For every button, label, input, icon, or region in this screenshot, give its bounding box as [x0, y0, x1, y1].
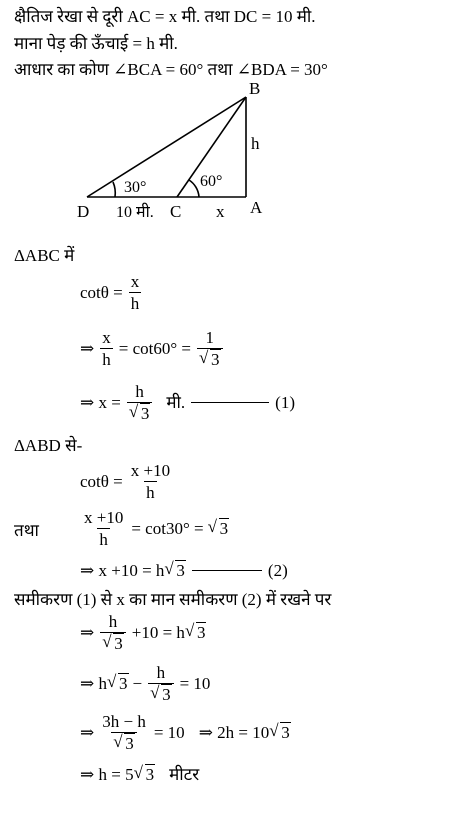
abc-eq1-lhs: cotθ = [80, 283, 123, 302]
s3-rest: = 10 [153, 723, 185, 742]
abc-eq2-rnum: 1 [205, 328, 214, 347]
arc-30 [113, 182, 115, 197]
arc-60 [189, 180, 199, 197]
label-x: x [216, 202, 225, 221]
s3-arrow: ⇒ [80, 723, 95, 742]
intro-line-2: माना पेड़ की ऊँचाई = h मी. [14, 34, 178, 53]
abd-eq3-rad: 3 [176, 561, 185, 580]
s3-fraction [100, 713, 148, 752]
abd-eq2-mid: = cot30° = [131, 519, 204, 538]
label-a: A [250, 198, 263, 217]
s3-second: ⇒ 2h = 10 [198, 723, 270, 742]
abd-eq1-fraction [129, 462, 172, 501]
abc-eq2-rden: 3 [211, 350, 220, 369]
s1-sqrt [102, 635, 124, 652]
abd-eq3-sqrt [164, 562, 186, 579]
abc-eq2-mid: = cot60° = [118, 339, 191, 358]
abc-eq2-den: h [102, 350, 111, 369]
s1-rad: 3 [196, 623, 206, 642]
s3-rad: 3 [281, 723, 290, 742]
s1-fraction [100, 613, 126, 652]
abd-eq2-fraction [82, 509, 125, 548]
s1-den: 3 [114, 634, 123, 653]
abc-eq2-num: x [102, 328, 111, 347]
label-c: C [170, 202, 182, 221]
label-b: B [249, 79, 261, 98]
s1-sqrt-r [185, 624, 207, 641]
step-2 [80, 664, 210, 703]
abc-eq3-unit: मी. [166, 393, 186, 412]
abc-eq2-fraction [100, 329, 113, 368]
s3-sqrt-r [269, 724, 291, 741]
abc-eq3-lhs: ⇒ x = [80, 393, 121, 412]
abc-eq3-num: h [135, 382, 144, 401]
step-1 [80, 613, 206, 652]
abc-eq3-den: 3 [140, 404, 150, 423]
s4-unit: मीटर [169, 765, 200, 784]
label-d: D [77, 202, 90, 221]
abc-eq3-sqrt [129, 405, 151, 422]
abc-eq3-fraction [127, 383, 153, 422]
abd-eq2-den: h [99, 530, 108, 549]
s1-arrow: ⇒ [80, 623, 95, 642]
s2-minus: − [132, 674, 143, 693]
s3-den: 3 [125, 734, 134, 753]
label-h: h [251, 134, 260, 153]
s2-rad: 3 [119, 674, 128, 693]
s4-sqrt [134, 766, 156, 783]
abd-eq2-num: x +10 [84, 508, 124, 527]
heading-abd: ΔABD से- [14, 436, 83, 455]
label-angle-30: 30° [124, 179, 147, 196]
s1-num: h [108, 612, 118, 631]
label-dc-length: 10 मी. [116, 204, 154, 221]
step-3 [80, 713, 291, 752]
step-4 [80, 766, 199, 783]
abc-eq2-sqrt [199, 351, 221, 368]
abd-equation-2 [80, 509, 229, 548]
abc-eq1-num: x [130, 272, 140, 291]
abc-eq2-arrow: ⇒ [80, 339, 95, 358]
abc-equation-2 [80, 329, 225, 368]
abd-eq3-tag: (2) [267, 561, 288, 580]
abd-eq2-sqrt [208, 520, 230, 537]
intro-line-3: आधार का कोण ∠BCA = 60° तथा ∠BDA = 30° [14, 60, 328, 79]
s2-sqrt [107, 675, 129, 692]
abd-eq1-lhs: cotθ = [80, 472, 123, 491]
s1-rest: +10 = h [131, 623, 185, 642]
abd-equation-1 [80, 462, 174, 501]
s4-text: ⇒ h = 5 [80, 765, 134, 784]
abd-equation-3 [80, 562, 288, 579]
triangle-figure [0, 0, 464, 230]
abd-eq1-num: x +10 [130, 461, 171, 480]
s2-lhs: ⇒ h [80, 674, 107, 693]
tatha-label: तथा [14, 521, 39, 540]
abc-eq2-rfraction [197, 329, 223, 368]
abd-eq2-rad: 3 [219, 519, 229, 538]
abc-equation-1 [80, 273, 143, 312]
s2-den: 3 [162, 685, 171, 704]
abd-eq3-blank [192, 570, 262, 571]
abc-eq1-fraction [129, 273, 142, 312]
abd-eq1-den: h [146, 483, 155, 502]
s2-num: h [156, 663, 166, 682]
s4-rad: 3 [145, 765, 155, 784]
label-angle-60: 60° [200, 173, 223, 190]
heading-abc: ΔABC में [14, 246, 75, 265]
s2-sqrt-d [150, 686, 172, 703]
abd-eq3-text: ⇒ x +10 = h [80, 561, 165, 580]
s2-fraction [148, 664, 174, 703]
s3-num: 3h − h [102, 712, 146, 731]
substitution-text: समीकरण (1) से x का मान समीकरण (2) में रखने पर [14, 590, 332, 609]
intro-line-1: क्षैतिज रेखा से दूरी AC = x मी. तथा DC = 10 मी. [14, 7, 316, 26]
s2-rest: = 10 [179, 674, 211, 693]
abc-equation-3 [80, 383, 295, 422]
abc-eq1-den: h [130, 294, 140, 313]
s3-sqrt [113, 735, 135, 752]
abc-eq3-blank [191, 402, 269, 403]
abc-eq3-tag: (1) [275, 393, 295, 412]
